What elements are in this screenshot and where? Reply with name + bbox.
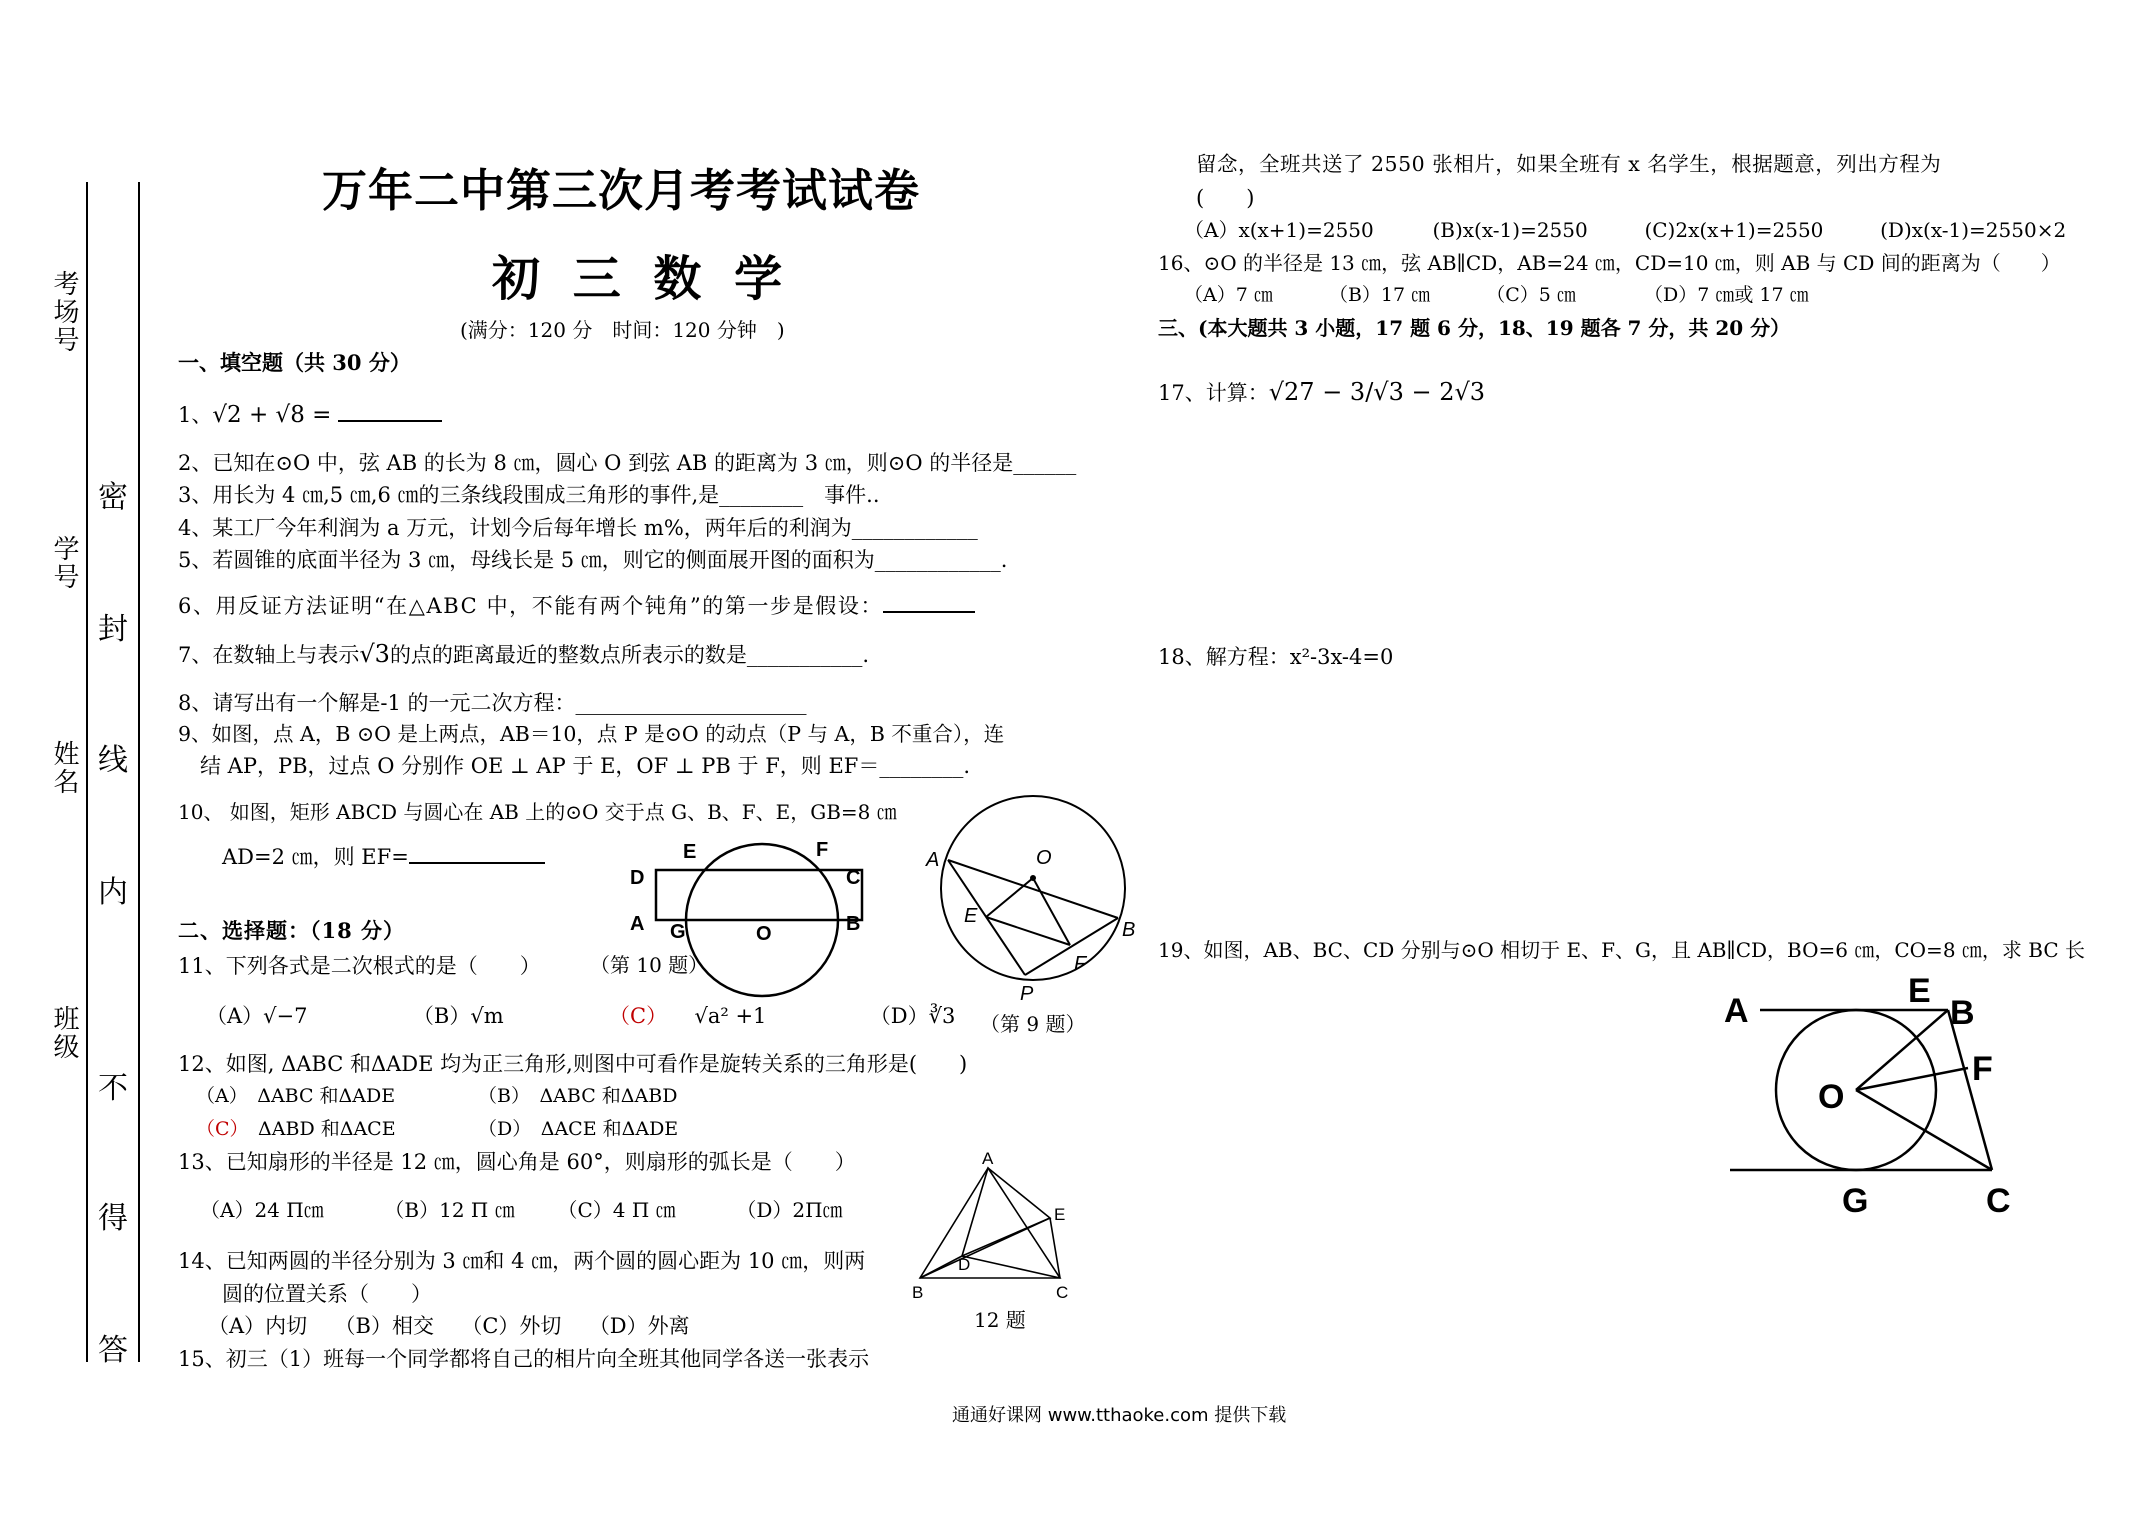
point-label: D [630, 867, 645, 889]
point-label: E [964, 905, 978, 927]
point-label: E [683, 841, 697, 863]
seal-char: 答 [98, 1333, 128, 1368]
binding-line-outer [86, 182, 88, 1362]
option-c: （C）外切 [461, 1314, 562, 1338]
question-14-line1: 14、已知两圆的半径分别为 3 ㎝和 4 ㎝，两个圆的圆心距为 10 ㎝，则两 [178, 1249, 866, 1273]
question-13-options [200, 1198, 843, 1222]
point-label: D [958, 1255, 971, 1274]
question-text: 的点的距离最近的整数点所表示的数是___________. [389, 643, 870, 667]
question-18: 18、解方程：x²-3x-4=0 [1158, 645, 1394, 669]
point-label: A [1724, 992, 1749, 1030]
section-heading: 三、(本大题共 3 小题，17 题 6 分，18、19 题各 7 分，共 20 分） [1158, 316, 1791, 340]
exam-meta: (满分：120 分 时间：120 分钟 ) [460, 318, 785, 342]
point-label: C [1056, 1283, 1069, 1302]
option-c-expression: √a² +1 [694, 1004, 767, 1028]
option-b: （B）17 ㎝ [1328, 284, 1431, 306]
question-label: 17、计算： [1158, 381, 1269, 405]
class-field: 班级 [49, 1005, 79, 1061]
point-label: F [816, 839, 829, 861]
answer-blank [338, 400, 442, 422]
point-label: A [926, 849, 940, 871]
option-b: （B）相交 [334, 1314, 434, 1338]
question-16: 16、⊙O 的半径是 13 ㎝，弦 AB∥CD，AB=24 ㎝，CD=10 ㎝，则 AB 与 CD 间的距离为（ ） [1158, 251, 2061, 275]
question-16-options [1184, 284, 1809, 307]
point-label: A [630, 913, 645, 935]
answer-blank [409, 842, 545, 864]
question-11-options [206, 1004, 955, 1029]
question-label: 1、 [178, 403, 213, 427]
point-label: O [1818, 1078, 1845, 1116]
question-6 [178, 591, 975, 619]
question-19: 19、如图，AB、BC、CD 分别与⊙O 相切于 E、F、G，且 AB∥CD，BO=6 ㎝，CO=8 ㎝，求 BC 长 [1158, 938, 2085, 962]
binding-line-inner [138, 182, 140, 1362]
question-12-option-c [196, 1118, 396, 1141]
subject-title: 初 三 数 学 [492, 251, 791, 307]
exam-room-field: 考场号 [49, 270, 79, 354]
question-17 [1158, 378, 1485, 407]
option-c: （C） [609, 1004, 668, 1028]
option-b: （B）12 Π ㎝ [384, 1198, 515, 1222]
option-a: （A）24 Π㎝ [200, 1198, 324, 1222]
question-12: 12、如图, ΔABC 和ΔADE 均为正三角形,则图中可看作是旋转关系的三角形是( ) [178, 1052, 968, 1076]
point-label: O [1036, 847, 1052, 869]
point-label: G [1842, 1182, 1869, 1220]
option-b: (B)x(x-1)=2550 [1432, 218, 1588, 242]
seal-char: 得 [98, 1201, 128, 1236]
question-1 [178, 400, 442, 430]
point-label: E [1054, 1205, 1066, 1224]
question-9-line1: 9、如图，点 A，B ⊙O 是上两点，AB＝10，点 P 是⊙O 的动点（P 与 A，B 不重合），连 [178, 722, 1005, 746]
student-id-field: 学号 [49, 535, 79, 591]
seal-char: 线 [98, 743, 128, 778]
option-a: （A）√−7 [206, 1004, 308, 1028]
segment-line [962, 1256, 1060, 1278]
name-field: 姓名 [49, 740, 79, 796]
point-label: B [846, 913, 861, 935]
point-label: P [1020, 983, 1034, 1005]
center-point [1030, 875, 1036, 881]
point-label: G [670, 921, 686, 943]
seal-char: 不 [98, 1071, 128, 1106]
question-8: 8、请写出有一个解是-1 的一元二次方程：______________________ [178, 691, 807, 715]
option-d: （D）∛3 [869, 1004, 956, 1028]
option-c: (C)2x(x+1)=2550 [1644, 218, 1824, 242]
option-b: （B）√m [412, 1004, 504, 1028]
seal-char: 封 [98, 612, 128, 647]
question-9-line2: 结 AP，PB，过点 O 分别作 OE ⊥ AP 于 E，OF ⊥ PB 于 F，则 EF＝________. [200, 754, 971, 778]
question-12-option-b: （B） ΔABC 和ΔABD [478, 1085, 678, 1107]
point-label: A [982, 1149, 994, 1168]
question-15-line2: 留念，全班共送了 2550 张相片，如果全班有 x 名学生，根据题意，列出方程为 [1196, 152, 1942, 176]
segment-of [1856, 1068, 1968, 1090]
tangent-line-bc [1948, 1010, 1992, 1170]
exam-title: 万年二中第三次月考考试试卷 [322, 164, 921, 217]
question-15-line3: ( ) [1196, 186, 1255, 210]
math-expression: √27 − 3/√3 − 2√3 [1268, 378, 1486, 406]
point-label: F [1972, 1050, 1993, 1088]
math-expression: √2 + √8 = [212, 402, 332, 428]
question-14-options [208, 1314, 690, 1339]
figure-q12 [912, 1148, 1082, 1308]
option-a: （A）7 ㎝ [1184, 284, 1273, 306]
question-12-option-d: （D） ΔACE 和ΔADE [478, 1118, 679, 1140]
option-d: （D）外离 [588, 1314, 690, 1338]
question-5: 5、若圆锥的底面半径为 3 ㎝，母线长是 5 ㎝，则它的侧面展开图的面积为____________. [178, 548, 1008, 572]
option-d: (D)x(x-1)=2550×2 [1880, 218, 2067, 242]
question-12-option-a: （A） ΔABC 和ΔADE [196, 1085, 396, 1107]
point-label: E [1908, 972, 1931, 1010]
point-label: C [1986, 1182, 2011, 1220]
figure-q19 [1716, 972, 2016, 1222]
question-14-line2: 圆的位置关系（ ） [222, 1282, 432, 1306]
figure-q9 [912, 780, 1142, 1010]
option-c-label: （C） [196, 1118, 240, 1140]
figure-q12-caption: 12 题 [974, 1308, 1026, 1332]
option-c-text: ΔABD 和ΔACE [239, 1118, 396, 1140]
question-7 [178, 640, 869, 669]
perpendicular-line [986, 878, 1033, 917]
question-15-line1: 15、初三（1）班每一个同学都将自己的相片向全班其他同学各送一张表示 [178, 1347, 870, 1371]
section-heading: 二、选择题：（18 分） [178, 918, 406, 943]
seal-char: 内 [98, 875, 128, 910]
option-a: （A）内切 [208, 1314, 308, 1338]
seal-char: 密 [98, 480, 128, 515]
segment-oc [1856, 1090, 1992, 1170]
question-text: 7、在数轴上与表示 [178, 643, 360, 667]
question-text: 6、用反证方法证明“在△ABC 中，不能有两个钝角”的第一步是假设： [178, 594, 884, 618]
question-4: 4、某工厂今年利润为 a 万元，计划今后每年增长 m%，两年后的利润为____________ [178, 516, 978, 540]
figure-q9-caption: （第 9 题） [980, 1012, 1086, 1036]
option-c: （C）5 ㎝ [1486, 284, 1576, 306]
question-11: 11、下列各式是二次根式的是（ ） [178, 954, 541, 978]
point-label: B [1122, 919, 1136, 941]
question-13: 13、已知扇形的半径是 12 ㎝，圆心角是 60°，则扇形的弧长是（ ） [178, 1150, 856, 1174]
math-expression: √3 [359, 640, 390, 668]
point-label: C [846, 867, 861, 889]
point-label: B [912, 1283, 924, 1302]
option-d: （D）7 ㎝或 17 ㎝ [1644, 284, 1809, 306]
point-label: F [1074, 953, 1087, 975]
question-text: AD=2 ㎝，则 EF= [222, 845, 409, 869]
figure-q10-caption: （第 10 题） [590, 953, 709, 977]
question-2: 2、已知在⊙O 中，弦 AB 的长为 8 ㎝，圆心 O 到弦 AB 的距离为 3 ㎝，则⊙O 的半径是______ [178, 451, 1077, 475]
option-d: （D）2Π㎝ [736, 1198, 843, 1222]
option-c: （C）4 Π ㎝ [557, 1198, 676, 1222]
question-3: 3、用长为 4 ㎝,5 ㎝,6 ㎝的三条线段围成三角形的事件,是________ 事件.. [178, 483, 880, 507]
point-label: O [756, 923, 772, 945]
answer-blank [883, 591, 975, 613]
section-heading: 一、填空题（共 30 分） [178, 350, 411, 375]
segment-line [920, 1218, 1050, 1278]
question-10-line1: 10、 如图，矩形 ABCD 与圆心在 AB 上的⊙O 交于点 G、B、F、E，GB=8 ㎝ [178, 800, 897, 824]
question-15-options [1184, 218, 2066, 242]
question-10-line2 [222, 842, 545, 870]
page-footer: 通通好课网 www.tthaoke.com 提供下载 [952, 1405, 1287, 1426]
option-a: （A）x(x+1)=2550 [1184, 218, 1374, 242]
point-label: B [1950, 994, 1975, 1032]
